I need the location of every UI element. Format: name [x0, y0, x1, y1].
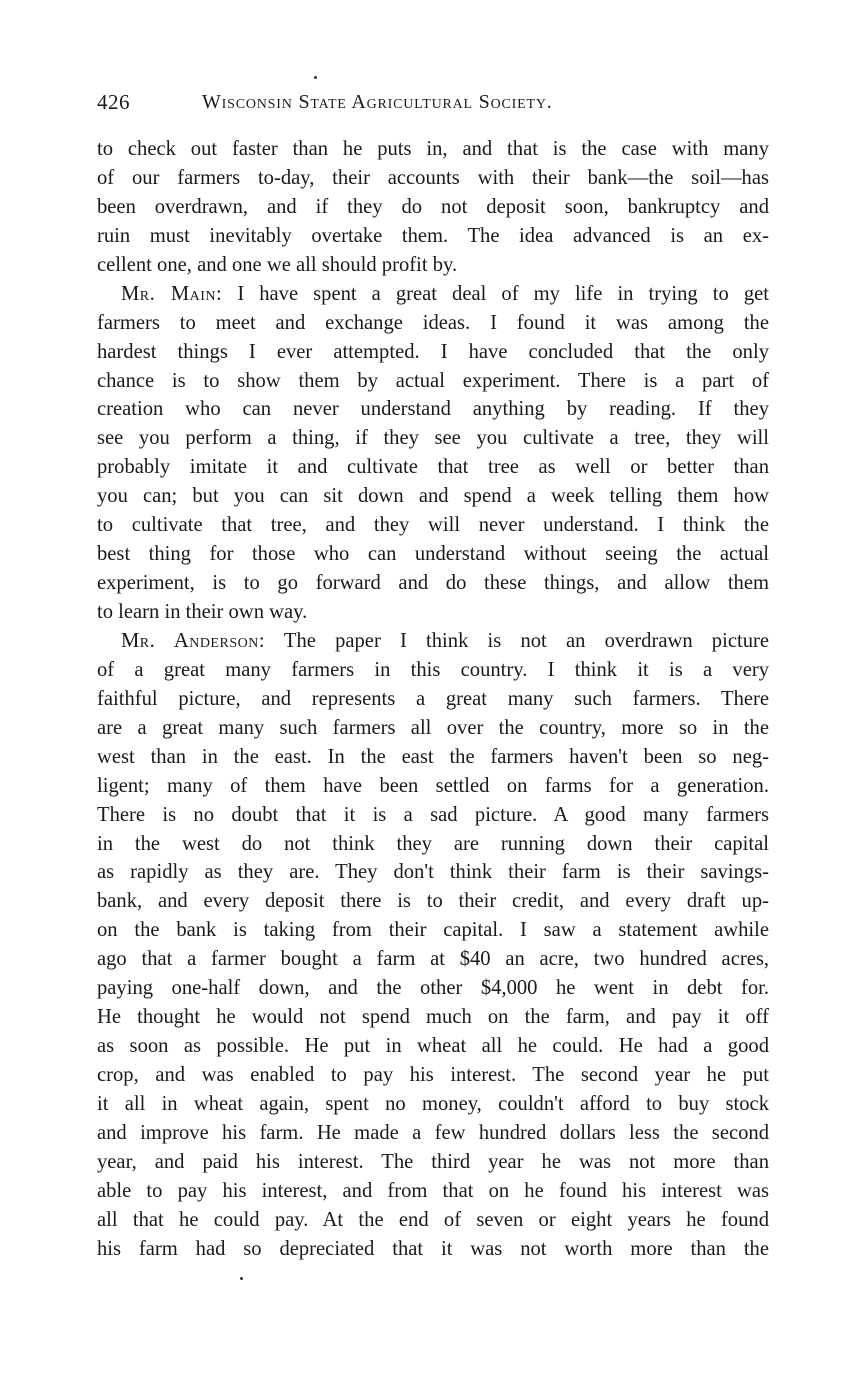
text-line: year, and paid his interest. The third year he was not more than [97, 1150, 769, 1173]
speaker-name: Mr. Main: [121, 282, 223, 305]
text-line: all that he could pay. At the end of seven or eight years he found [97, 1208, 769, 1231]
page-header [97, 90, 757, 120]
text-line: chance is to show them by actual experiment. There is a part of [97, 369, 769, 392]
text-line: it all in wheat again, spent no money, couldn't afford to buy stock [97, 1092, 769, 1115]
text-line: crop, and was enabled to pay his interest. The second year he put [97, 1064, 769, 1086]
text-line: been overdrawn, and if they do not deposit soon, bankruptcy and [97, 195, 769, 218]
text-line: creation who can never understand anything by reading. If they [97, 398, 769, 421]
text-line: you can; but you can sit down and spend a week telling them how [97, 485, 769, 508]
text-line: on the bank is taking from their capital. I saw a statement awhile [97, 919, 769, 942]
paragraph-mr-anderson [97, 627, 769, 1264]
paragraph-mr-main [97, 280, 769, 627]
paragraph-continuation [97, 135, 769, 280]
ink-speck-top [314, 76, 317, 79]
text-line: to check out faster than he puts in, and that is the case with many [97, 138, 769, 160]
text-line: ruin must inevitably overtake them. The idea advanced is an ex- [97, 224, 769, 247]
text-line: experiment, is to go forward and do these things, and allow them [97, 572, 769, 595]
text-line: ligent; many of them have been settled on farms for a generation. [97, 774, 769, 797]
text-line: There is no doubt that it is a sad picture. A good many farmers [97, 803, 769, 826]
paragraph-first-line [97, 280, 769, 309]
text-line: as rapidly as they are. They don't think their farm is their savings- [97, 861, 769, 884]
text-line: probably imitate it and cultivate that tree as well or better than [97, 456, 769, 479]
ink-speck-bottom [240, 1277, 243, 1280]
text-line: farmers to meet and exchange ideas. I found it was among the [97, 311, 769, 334]
text-line: and improve his farm. He made a few hundred dollars less the second [97, 1121, 769, 1144]
text-line: in the west do not think they are running down their capital [97, 832, 769, 855]
text-line: of a great many farmers in this country. I think it is a very [97, 658, 769, 681]
speaker-name: Mr. Anderson: [121, 629, 266, 652]
text-line: bank, and every deposit there is to their credit, and every draft up- [97, 890, 769, 913]
text-line: able to pay his interest, and from that on he found his interest was [97, 1179, 769, 1202]
text-line: to cultivate that tree, and they will never understand. I think the [97, 514, 769, 537]
text-fragment: I have spent a great deal of my life in trying to get [237, 282, 769, 305]
text-line: west than in the east. In the east the farmers haven't been so neg- [97, 745, 769, 768]
running-title: Wisconsin State Agricultural Society. [202, 91, 553, 113]
text-line: his farm had so depreciated that it was not worth more than the [97, 1237, 769, 1260]
text-line: ago that a farmer bought a farm at $40 an acre, two hundred acres, [97, 948, 769, 971]
text-line: to learn in their own way. [97, 601, 308, 623]
text-line: of our farmers to-day, their accounts with their bank—the soil—has [97, 166, 769, 189]
text-line: cellent one, and one we all should profit by. [97, 253, 458, 276]
paragraph-first-line [97, 627, 769, 656]
page-number: 426 [97, 90, 130, 114]
text-line: hardest things I ever attempted. I have concluded that the only [97, 340, 769, 363]
text-line: He thought he would not spend much on the farm, and pay it off [97, 1006, 769, 1029]
body-text [97, 135, 769, 1264]
text-fragment: The paper I think is not an overdrawn picture [283, 629, 769, 652]
text-line: faithful picture, and represents a great many such farmers. There [97, 687, 769, 710]
text-line: are a great many such farmers all over the country, more so in the [97, 716, 769, 739]
text-line: best thing for those who can understand without seeing the actual [97, 543, 769, 566]
text-line: see you perform a thing, if they see you cultivate a tree, they will [97, 427, 769, 450]
text-line: paying one-half down, and the other $4,000 he went in debt for. [97, 977, 769, 1000]
text-line: as soon as possible. He put in wheat all he could. He had a good [97, 1035, 769, 1058]
